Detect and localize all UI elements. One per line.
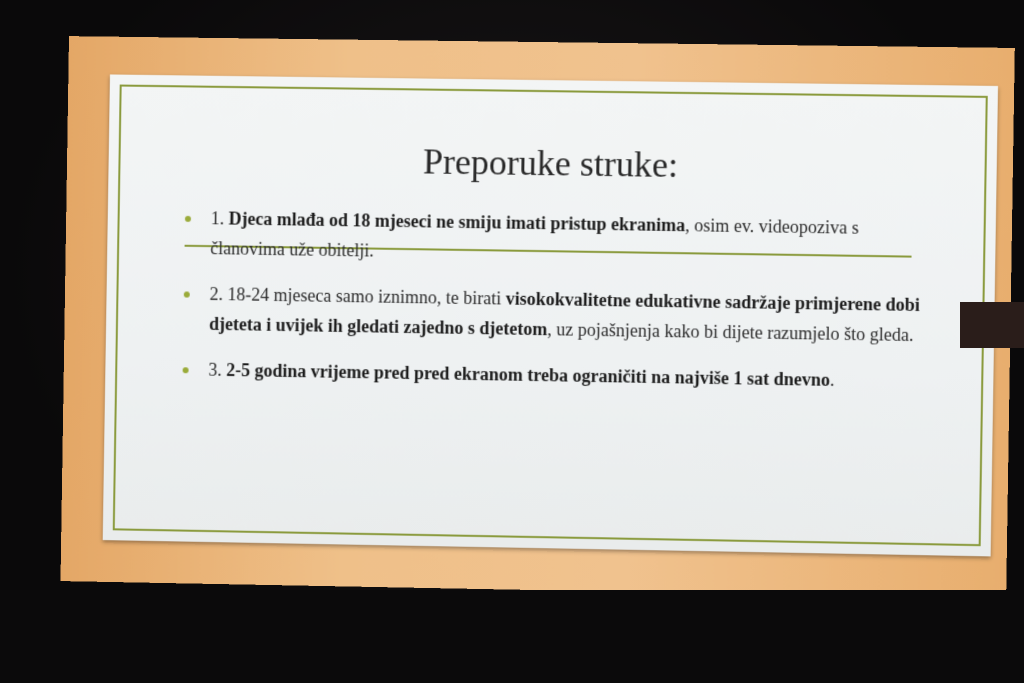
bullet-number: 1. [210, 208, 229, 229]
bullet-text: , uz pojašnjenja kako bi dijete razumjelo što gleda. [547, 319, 914, 346]
bullet-bold-text: 2-5 godina vrijeme pred pred ekranom treba ograničiti na najviše 1 sat dnevno [226, 359, 831, 390]
bullet-item-2 [183, 279, 934, 351]
bullet-bold-text: visokokvalitetne edukativne sadržaje primjerene dobi djeteta i uvijek ih gledati zajedno s djetetom [208, 288, 921, 340]
slide-title: Preporuke struke: [422, 141, 679, 186]
bullet-item-3 [182, 354, 933, 396]
bullet-number: 3. [208, 359, 227, 380]
bullet-icon [185, 216, 191, 222]
bullet-list [182, 203, 935, 413]
dark-floor [0, 590, 1024, 683]
bullet-number: 2. 18-24 mjeseca samo iznimno, te birati [209, 283, 506, 309]
screen-mount-right [960, 302, 1024, 348]
bullet-bold-text: Djeca mlađa od 18 mjeseci ne smiju imati pristup ekranima [228, 208, 686, 236]
bullet-item-1 [184, 203, 935, 274]
bullet-icon [183, 367, 189, 373]
bullet-icon [184, 292, 190, 298]
slide [103, 74, 998, 556]
slide-frame [60, 36, 1014, 599]
bullet-text: , osim ev. videopoziva s članovima uže obitelji. [210, 215, 860, 261]
bullet-text: . [829, 369, 835, 390]
